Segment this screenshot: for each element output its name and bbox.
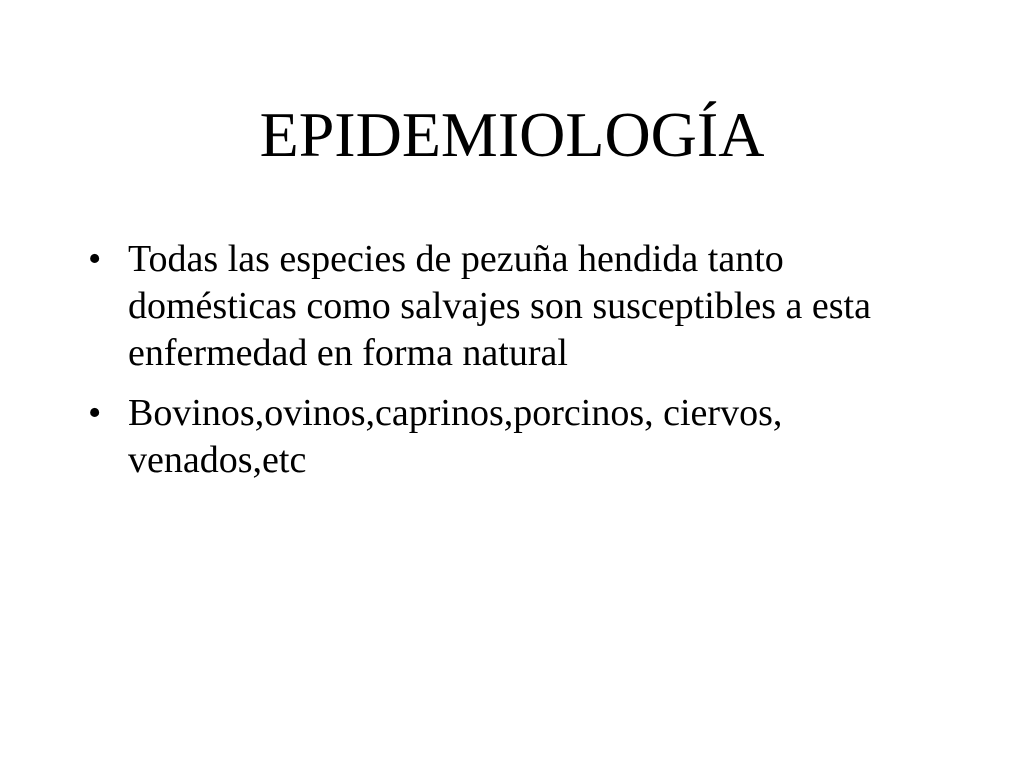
bullet-icon: • [88, 238, 102, 280]
bullet-item [88, 390, 958, 484]
bullet-item [88, 236, 958, 377]
bullet-text: Todas las especies de pezuña hendida tanto domésticas como salvajes son susceptibles a esta enfermedad en forma natural [128, 238, 871, 374]
bullet-list [88, 236, 958, 497]
bullet-icon: • [88, 392, 102, 434]
slide-title: EPIDEMIOLOGÍA [259, 99, 765, 170]
bullet-text: Bovinos,ovinos,caprinos,porcinos, ciervos, venados,etc [128, 392, 783, 481]
